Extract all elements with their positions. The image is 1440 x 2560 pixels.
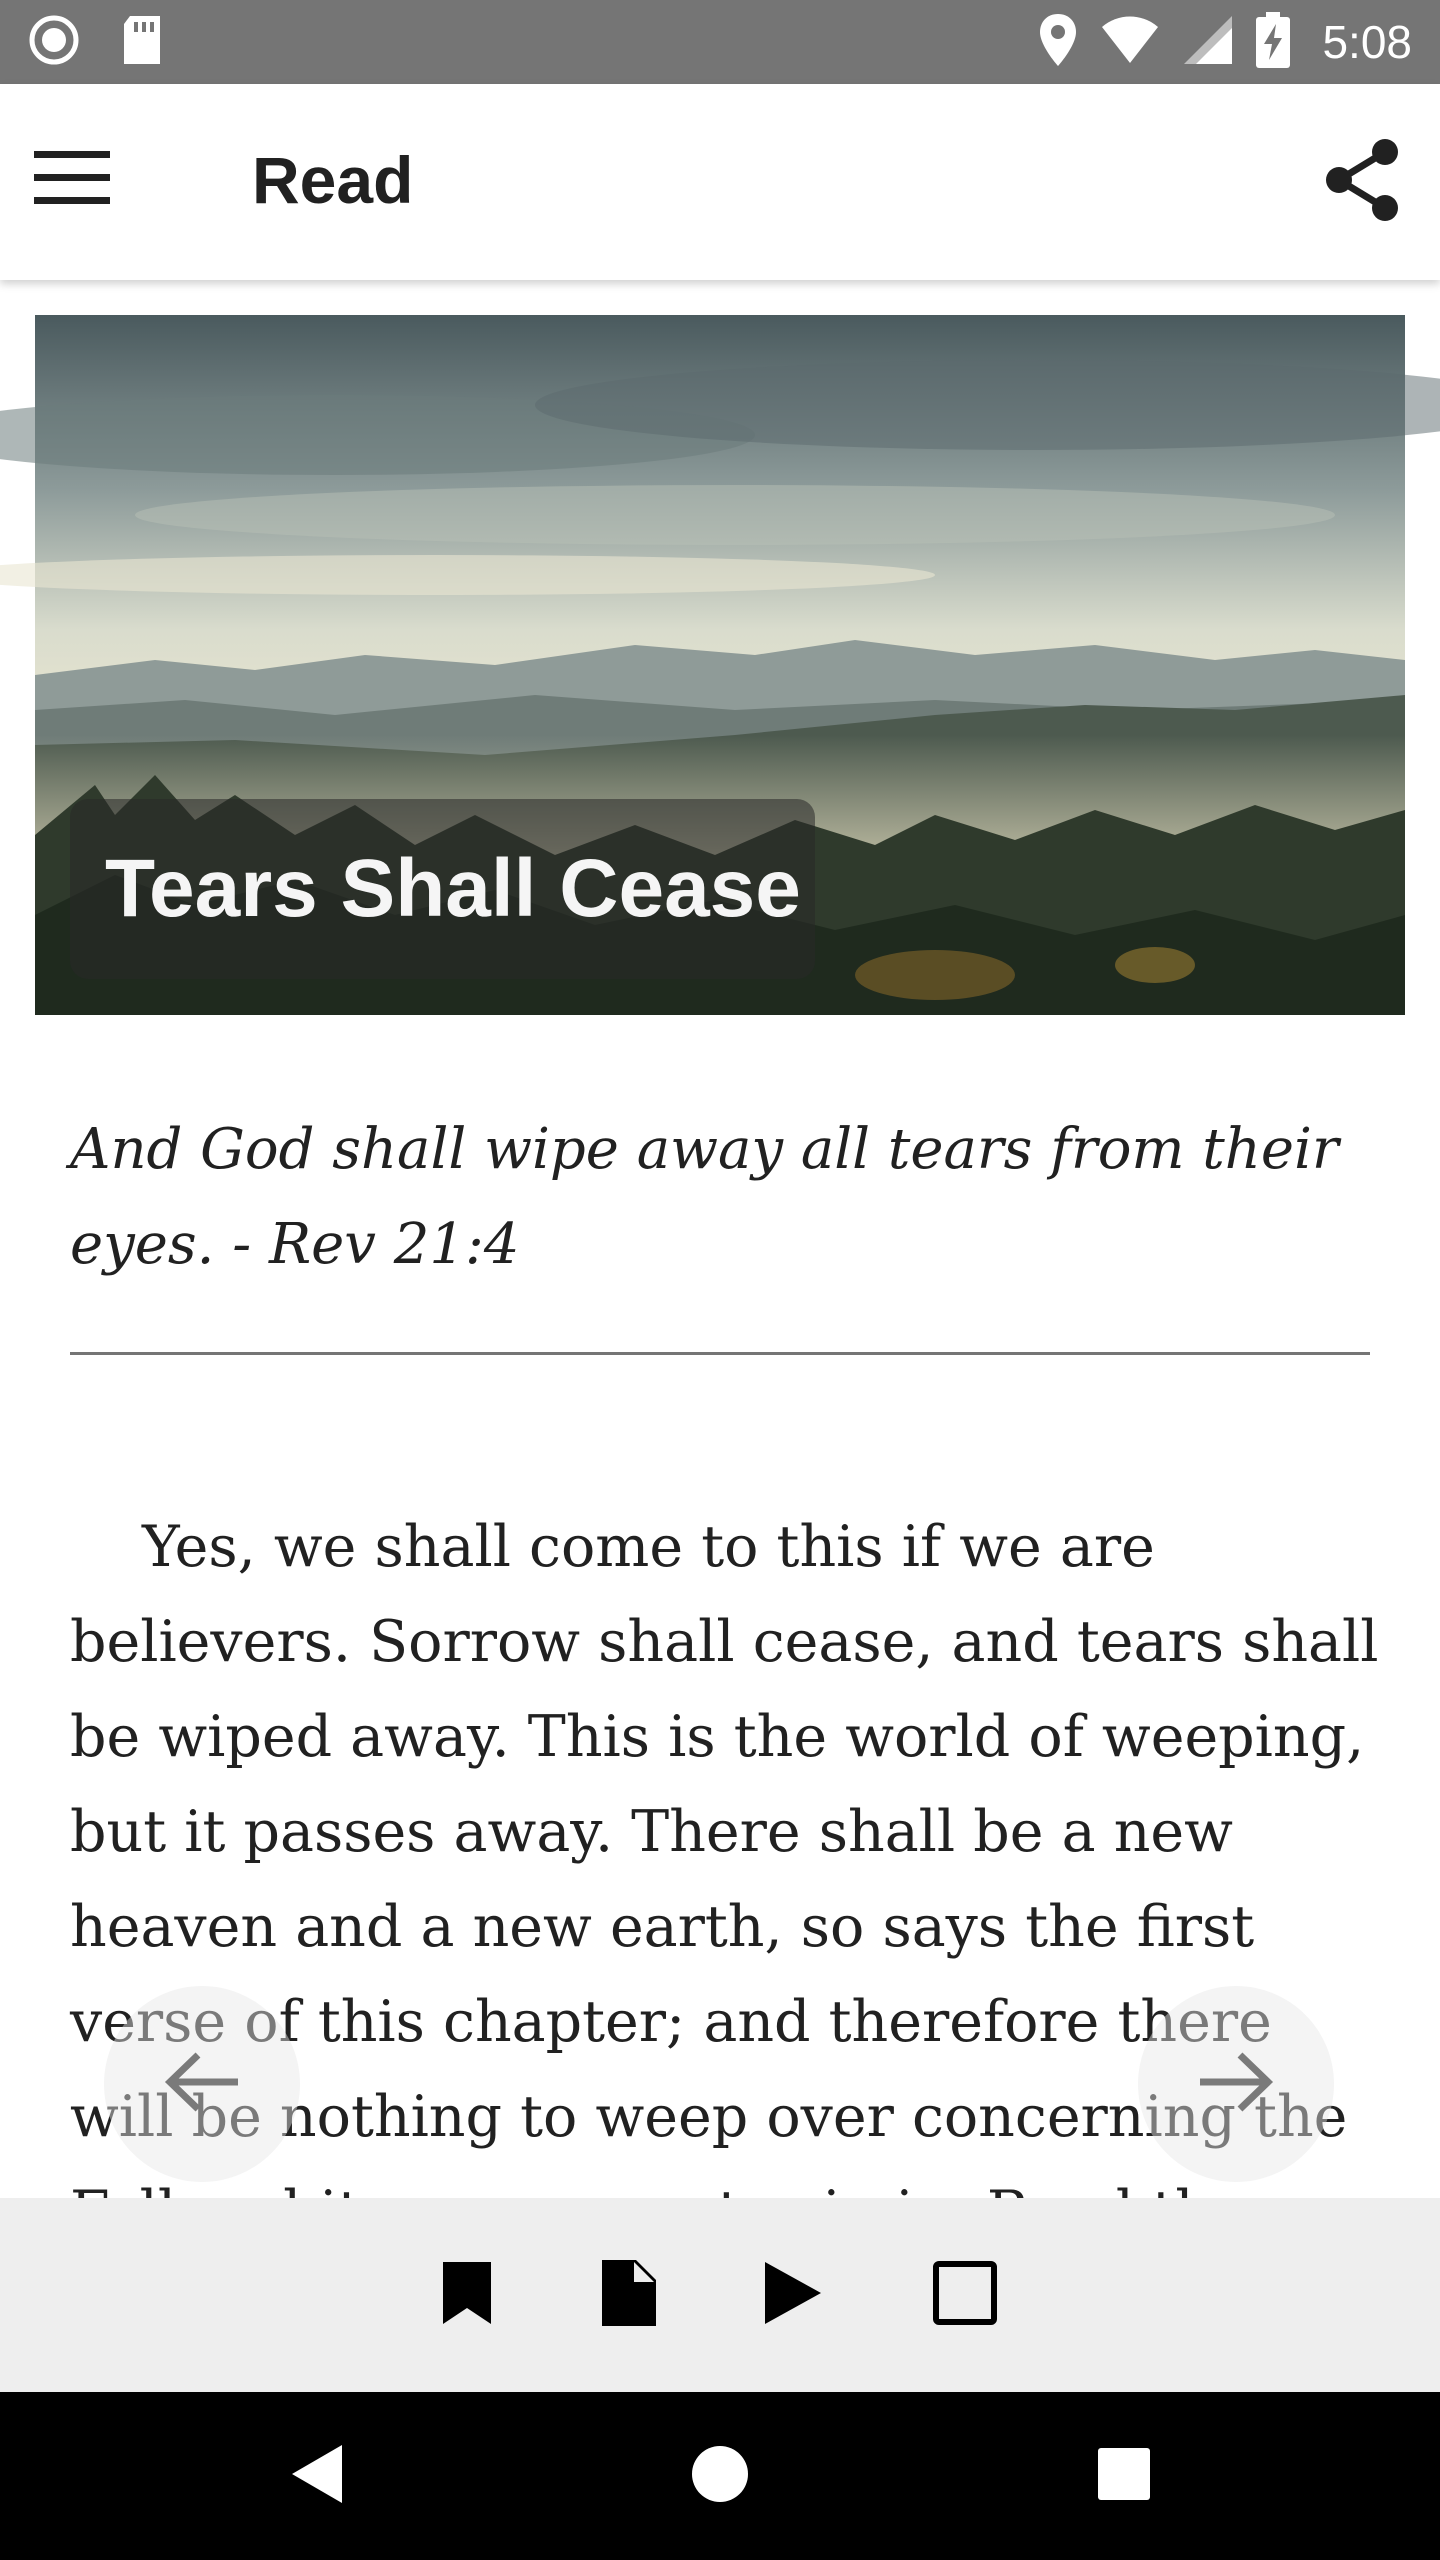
hero-image [35, 315, 1405, 1015]
hero-title-overlay [70, 799, 815, 979]
next-button[interactable] [1138, 1986, 1334, 2182]
back-button[interactable] [266, 2426, 366, 2526]
hamburger-menu-icon [34, 151, 110, 210]
sync-icon [28, 14, 80, 71]
status-right-icons [1038, 12, 1412, 73]
note-icon [600, 2258, 658, 2333]
home-button[interactable] [670, 2426, 770, 2526]
article-title: Tears Shall Cease [105, 843, 801, 934]
bookmark-icon [441, 2260, 493, 2331]
menu-button[interactable] [30, 138, 114, 222]
status-time: 5:08 [1322, 16, 1412, 68]
stop-icon [932, 2260, 998, 2331]
play-button[interactable] [738, 2240, 848, 2350]
share-button[interactable] [1314, 134, 1410, 230]
battery-charging-icon [1256, 12, 1290, 73]
status-bar [0, 0, 1440, 84]
bottom-toolbar [0, 2198, 1440, 2392]
signal-icon [1182, 14, 1234, 71]
back-icon [288, 2443, 344, 2510]
reading-content[interactable] [0, 280, 1440, 2198]
app-bar [0, 84, 1440, 280]
location-icon [1038, 12, 1078, 73]
home-icon [690, 2444, 750, 2509]
page-title: Read [252, 143, 414, 217]
arrow-right-icon [1196, 2047, 1276, 2122]
recent-apps-button[interactable] [1074, 2426, 1174, 2526]
article-paragraph: Yes, we shall come to this if we are believers. Sorrow shall cease, and tears shall be wiped away. This is the world of weeping, but it passes away. There shall be a new heaven and a new earth, so says the first verse of this chapter; and therefore there will be nothing to weep over concerning the [70, 1514, 1379, 2150]
system-navigation-bar [0, 2392, 1440, 2560]
stop-button[interactable] [910, 2240, 1020, 2350]
verse-quote: And God shall wipe away all tears from their eyes. - Rev 21:4 [70, 1117, 1339, 1277]
bookmark-button[interactable] [412, 2240, 522, 2350]
share-icon [1323, 138, 1401, 227]
divider [70, 1352, 1370, 1355]
play-icon [763, 2260, 823, 2331]
sd-card-icon [120, 14, 164, 71]
status-left-icons [28, 14, 164, 71]
recent-apps-icon [1097, 2447, 1151, 2506]
note-button[interactable] [574, 2240, 684, 2350]
wifi-icon [1100, 15, 1160, 70]
previous-button[interactable] [104, 1986, 300, 2182]
arrow-left-icon [162, 2047, 242, 2122]
